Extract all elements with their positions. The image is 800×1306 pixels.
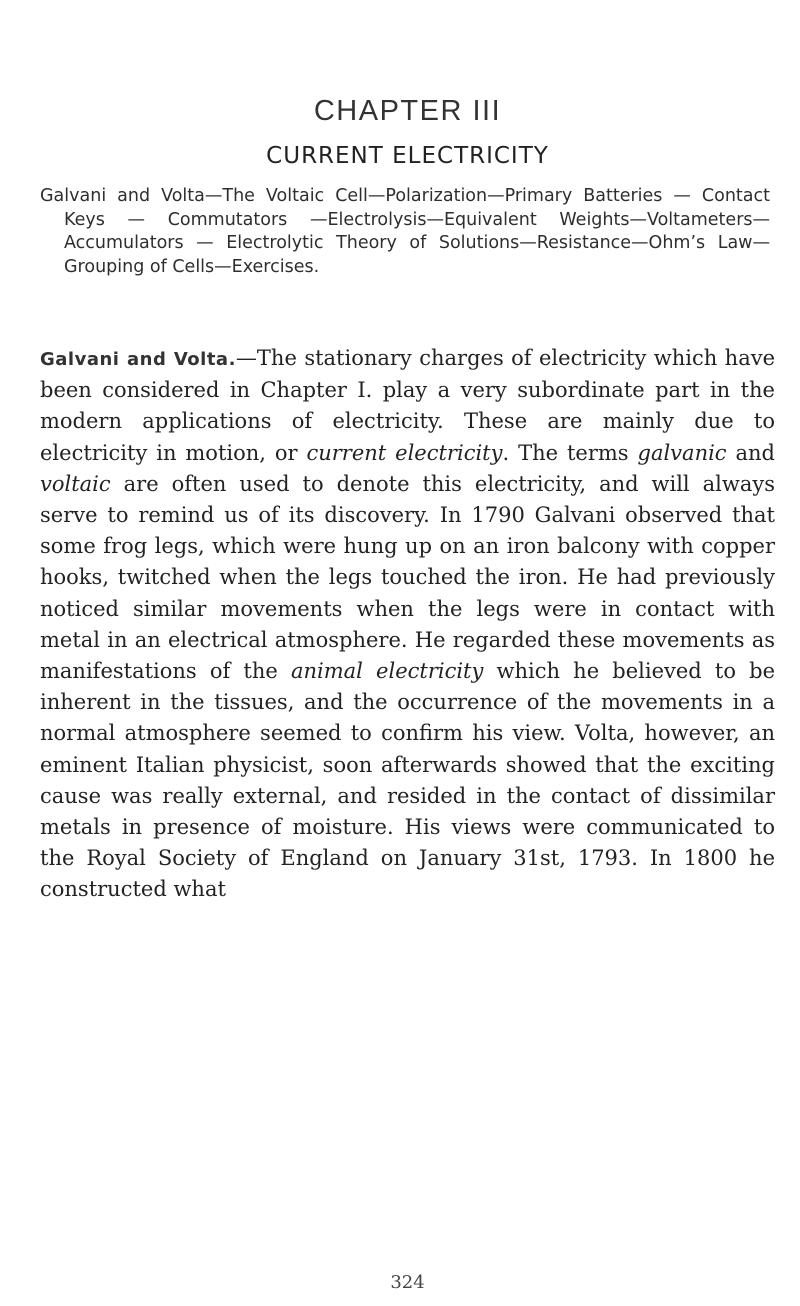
paragraph-text: and	[726, 440, 775, 465]
section-paragraph	[40, 343, 775, 906]
paragraph-text: . The terms	[502, 440, 638, 465]
chapter-number: CHAPTER III	[313, 95, 502, 127]
page-number: 324	[390, 1272, 425, 1293]
paragraph-text: which he believed to be inherent in the tissues, and the occurrence of the movements in a normal atmosphere seemed to confirm his view. Volta, however, an eminent Italian physicist, soon afterwards showed that the exciting cause was really external, and resided in the contact of dissimilar metals in presence of moisture. His views were communicated to the Royal Society of England on January 31st, 1793. In 1800 he constructed what	[40, 659, 775, 902]
emphasis-animal-electricity: animal electricity	[290, 659, 484, 684]
book-page	[40, 0, 775, 1306]
chapter-title: CURRENT ELECTRICITY	[266, 143, 549, 169]
paragraph-text: are often used to denote this electricity, and will always serve to remind us of its discovery. In 1790 Galvani observed that some frog legs, which were hung up on an iron balcony with copper hooks, twitched when the legs touched the iron. He had previously noticed similar movements when the legs were in contact with metal in an electrical atmosphere. He regarded these movements as manifestations of the	[40, 471, 775, 684]
section-heading: Galvani and Volta.	[40, 349, 236, 370]
emphasis-galvanic: galvanic	[637, 440, 727, 465]
chapter-synopsis: Galvani and Volta—The Voltaic Cell—Polarization—Primary Batteries — Contact Keys — Commutators —Electrolysis—Equivalent Weights—Voltameters—Accumulators — Electrolytic Theory of Solutions—Resistance—Ohm’s Law—Grouping of Cells—Exercises.	[40, 186, 770, 277]
paragraph-text: —The stationary charges of electricity which have been considered in Chapter I. play a very subordinate part in the modern applications of electricity. These are mainly due to electricity in motion, or	[40, 346, 776, 465]
emphasis-current-electricity: current electricity	[306, 440, 503, 465]
emphasis-voltaic: voltaic	[40, 471, 111, 496]
